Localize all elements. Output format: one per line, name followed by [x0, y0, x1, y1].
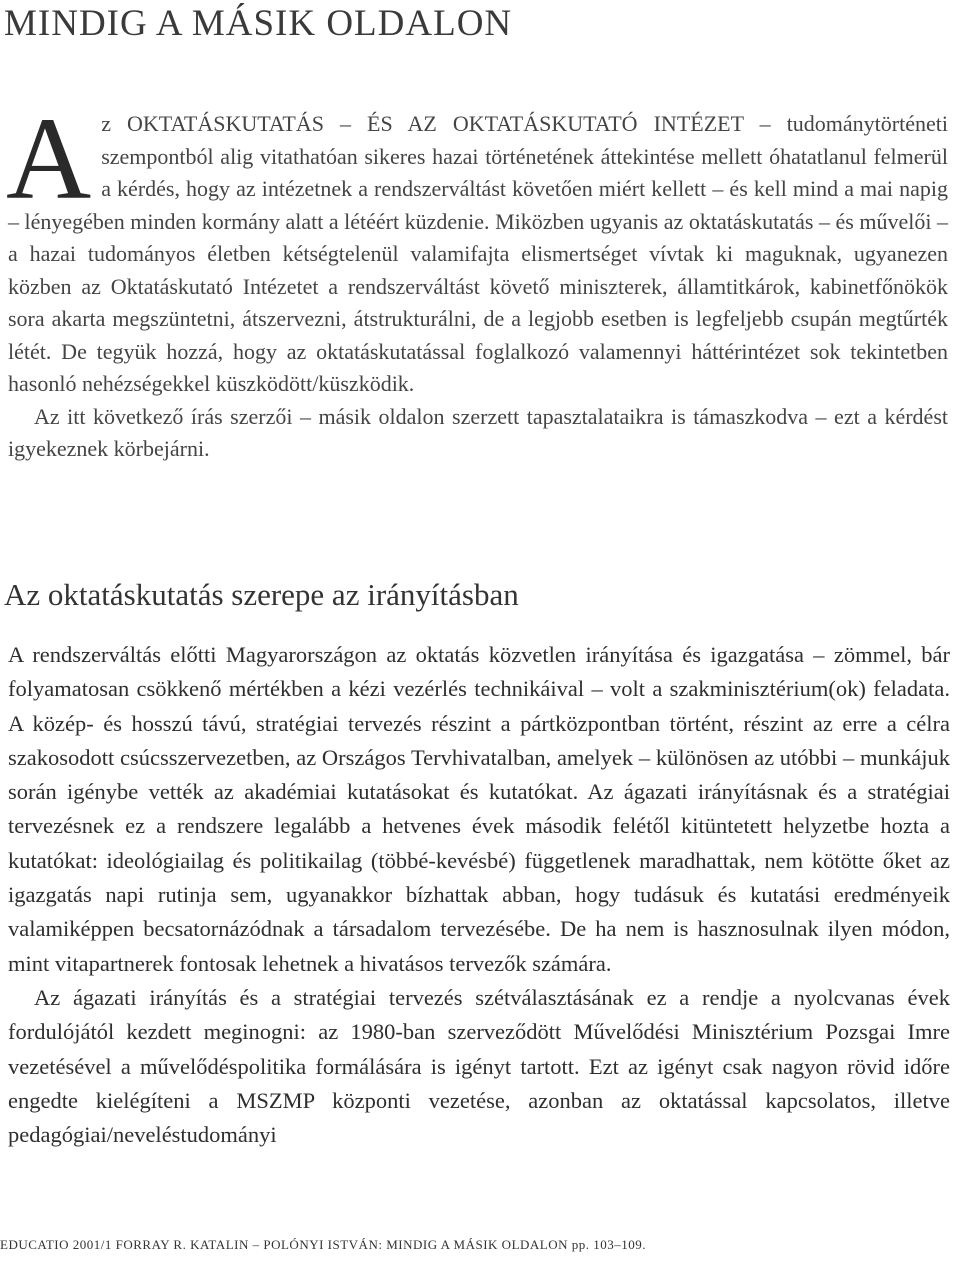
article-title: MINDIG A MÁSIK OLDALON [4, 3, 513, 44]
intro-paragraph: z OKTATÁSKUTATÁS – ÉS AZ OKTATÁSKUTATÓ INTÉZET – tudománytörténeti szempontból alig vitathatóan sikeres hazai történetének áttekintése mellett óhatatlanul felmerül a kérdés, hogy az intézetnek a rendszerváltást követően miért kellett – és kell mind a mai napig – lényegében minden kormány alatt a létéért küzdenie. Miközben ugyanis az oktatáskutatás – és művelői – a hazai tudományos életben kétségtelenül valamifajta elismertséget vívtak ki maguknak, ugyanezen közben az Oktatáskutató Intézetet a rendszerváltást követő miniszterek, államtitkárok, kabinetfőnökök sora akarta megszüntetni, átszervezni, átstrukturálni, de a legjobb esetben is legfeljebb csupán megtűrték létét. De tegyük hozzá, hogy az oktatáskutatással foglalkozó valamennyi háttérintézet sok tekintetben hasonló nehézségekkel küszködött/küszködik. [8, 111, 948, 396]
intro-paragraph-2: Az itt következő írás szerzői – másik oldalon szerzett tapasztalataikra is támaszkodva – ezt a kérdést igyekeznek körbejárni. [8, 403, 948, 461]
body-section [8, 638, 950, 1152]
drop-cap: A [6, 93, 92, 224]
intro-section [6, 93, 948, 466]
body-paragraph-2: Az ágazati irányítás és a stratégiai tervezés szétválasztásának ez a rendje a nyolcvanas évek fordulójától kezdett meginogni: az 1980-ban szerveződött Művelődési Minisztérium Pozsgai Imre vezetésével a művelődéspolitika formálására is igényt tartott. Ezt az igényt csak nagyon rövid időre engedte kielégíteni a MSZMP központi vezetése, azonban az oktatással kapcsolatos, illetve pedagógiai/neveléstudományi [8, 984, 950, 1148]
page-footer: EDUCATIO 2001/1 FORRAY R. KATALIN – POLÓNYI ISTVÁN: MINDIG A MÁSIK OLDALON pp. 103–109. [0, 1237, 647, 1252]
body-paragraph: A rendszerváltás előtti Magyarországon az oktatás közvetlen irányítása és igazgatása – zömmel, bár folyamatosan csökkenő mértékben a kézi vezérlés technikáival – volt a szakminisztérium(ok) feladata. A közép- és hosszú távú, stratégiai tervezés részint a pártközpontban történt, részint az erre a célra szakosodott csúcsszervezetben, az Országos Tervhivatalban, amelyek – különösen az utóbbi – munkájuk során igénybe vették az akadémiai kutatásokat és kutatókat. Az ágazati irányításnak és a stratégiai tervezésnek ez a rendszere legalább a hetvenes évek második felétől kitüntetett helyzetbe hozta a kutatókat: ideológiailag és politikailag (többé-kevésbé) függetlenek maradhattak, nem kötötte őket az igazgatás napi rutinja sem, ugyanakkor bízhattak abban, hogy tudásuk és kutatási eredményeik valamiképpen becsatornázódnak a társadalom tervezésébe. De ha nem is hasznosulnak ilyen módon, mint vitapartnerek fontosak lehetnek a hivatásos tervezők számára. [8, 642, 950, 976]
section-heading: Az oktatáskutatás szerepe az irányításban [4, 577, 519, 612]
